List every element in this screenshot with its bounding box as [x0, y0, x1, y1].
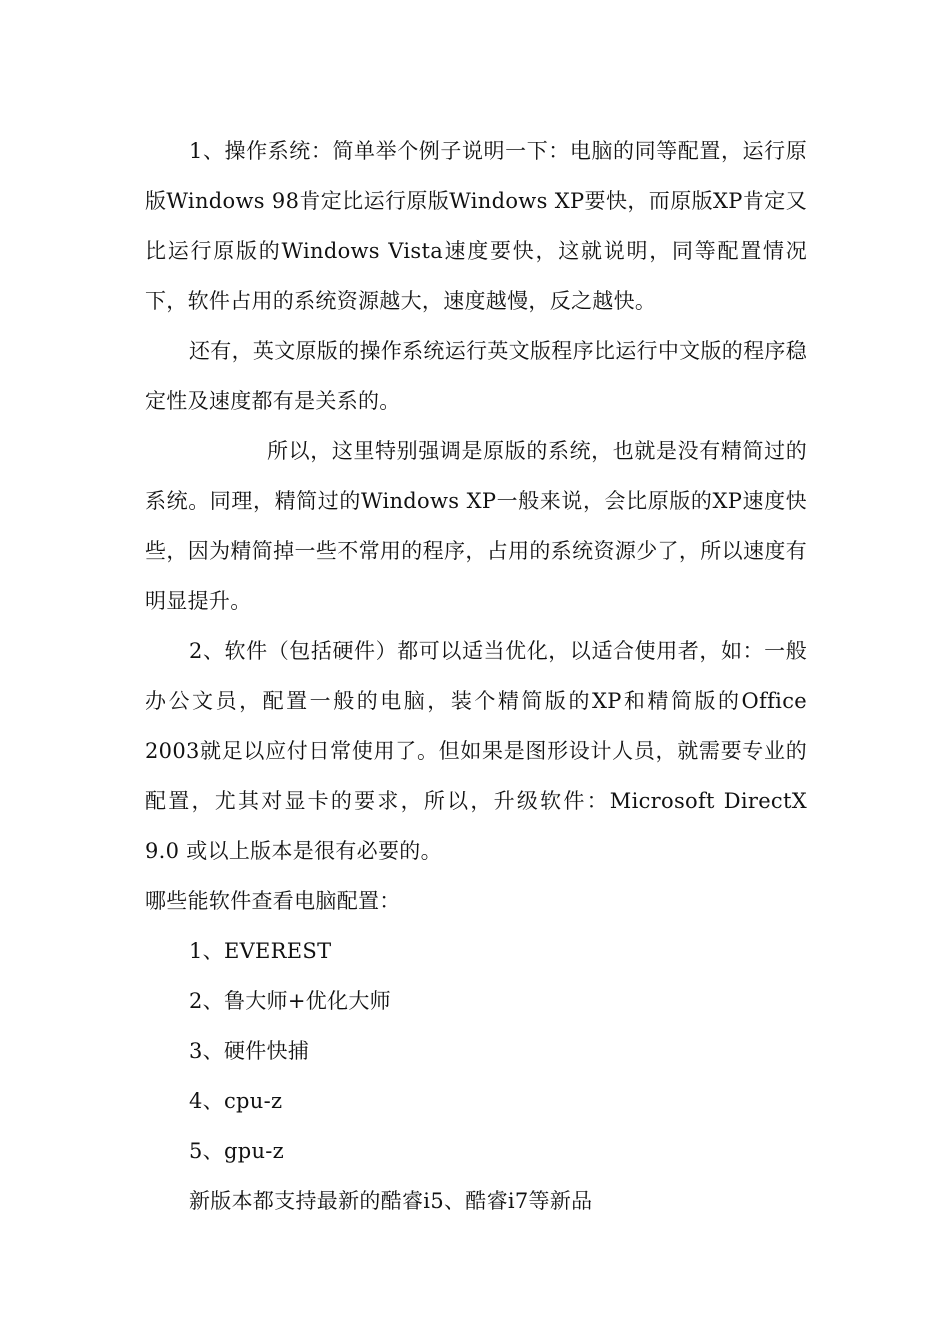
paragraph-software-optimization: 2、软件（包括硬件）都可以适当优化，以适合使用者，如：一般办公文员，配置一般的电脑，装个精简版的XP和精简版的Office 2003就足以应付日常使用了。但如果是图形设计人员，就需要专业的配置，尤其对显卡的要求，所以，升级软件：Microsoft DirectX 9.0 或以上版本是很有必要的。 [145, 639, 807, 863]
list-item: 2、鲁大师+优化大师 [189, 989, 391, 1013]
list-heading: 哪些能软件查看电脑配置： [145, 889, 401, 913]
paragraph-english-version: 还有，英文原版的操作系统运行英文版程序比运行中文版的程序稳定性及速度都有是关系的。 [145, 339, 807, 413]
list-item: 4、cpu-z [189, 1089, 283, 1113]
document-body [145, 126, 807, 1226]
list-item: 1、EVEREST [189, 939, 332, 963]
list-item: 5、gpu-z [189, 1139, 285, 1163]
paragraph-original-system: 所以，这里特别强调是原版的系统，也就是没有精简过的系统。同理，精简过的Windows XP一般来说，会比原版的XP速度快些，因为精简掉一些不常用的程序，占用的系统资源少了，所以速度有明显提升。 [145, 439, 807, 613]
closing-line: 新版本都支持最新的酷睿i5、酷睿i7等新品 [189, 1189, 593, 1213]
paragraph-os: 1、操作系统：简单举个例子说明一下：电脑的同等配置，运行原版Windows 98肯定比运行原版Windows XP要快，而原版XP肯定又比运行原版的Windows Vista速度要快，这就说明，同等配置情况下，软件占用的系统资源越大，速度越慢，反之越快。 [145, 139, 807, 313]
list-item: 3、硬件快捕 [189, 1039, 310, 1063]
